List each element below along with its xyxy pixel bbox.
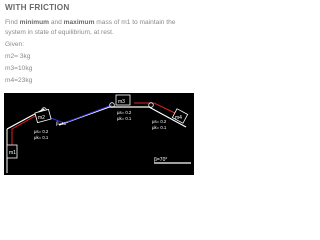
angle-gamma-label: β=70° <box>154 157 168 163</box>
rope-m3-m4 <box>134 103 179 115</box>
given-m3: m3=10kg <box>5 65 33 72</box>
m2-kinetic-coef: μk= 0.1 <box>34 135 49 140</box>
m3-static-coef: μs= 0.2 <box>117 110 132 115</box>
pulley-diagram <box>4 93 194 175</box>
mass-m2-label: m2 <box>38 115 45 121</box>
problem-prefix: Find <box>5 19 20 26</box>
m2-static-coef: μs= 0.2 <box>34 129 49 134</box>
section-title: WITH FRICTION <box>5 3 70 12</box>
given-m2: m2= 3kg <box>5 53 31 60</box>
mass-m2-block <box>35 109 51 122</box>
mass-m1-block <box>7 145 17 158</box>
m4-static-coef: μs= 0.2 <box>152 119 167 124</box>
mass-m3-block <box>116 95 130 105</box>
angle-beta-label: β=40° <box>56 121 69 126</box>
problem-statement <box>5 18 195 38</box>
keyword-maximum: maximum <box>63 19 95 26</box>
problem-suffix: mass of m1 to maintain the system in state of equilibrium, at rest. <box>5 19 176 36</box>
pulley-system-figure <box>4 93 194 175</box>
mass-m4-label: m4 <box>175 115 182 121</box>
given-label: Given: <box>5 41 25 48</box>
given-m4: m4=23kg <box>5 77 33 84</box>
mass-m1-label: m1 <box>9 150 16 156</box>
keyword-minimum: minimum <box>19 19 49 26</box>
m4-kinetic-coef: μk= 0.1 <box>152 125 167 130</box>
mass-m3-label: m3 <box>118 99 125 105</box>
problem-middle: and <box>48 19 64 26</box>
m3-kinetic-coef: μk= 0.1 <box>117 116 132 121</box>
page <box>0 0 200 178</box>
